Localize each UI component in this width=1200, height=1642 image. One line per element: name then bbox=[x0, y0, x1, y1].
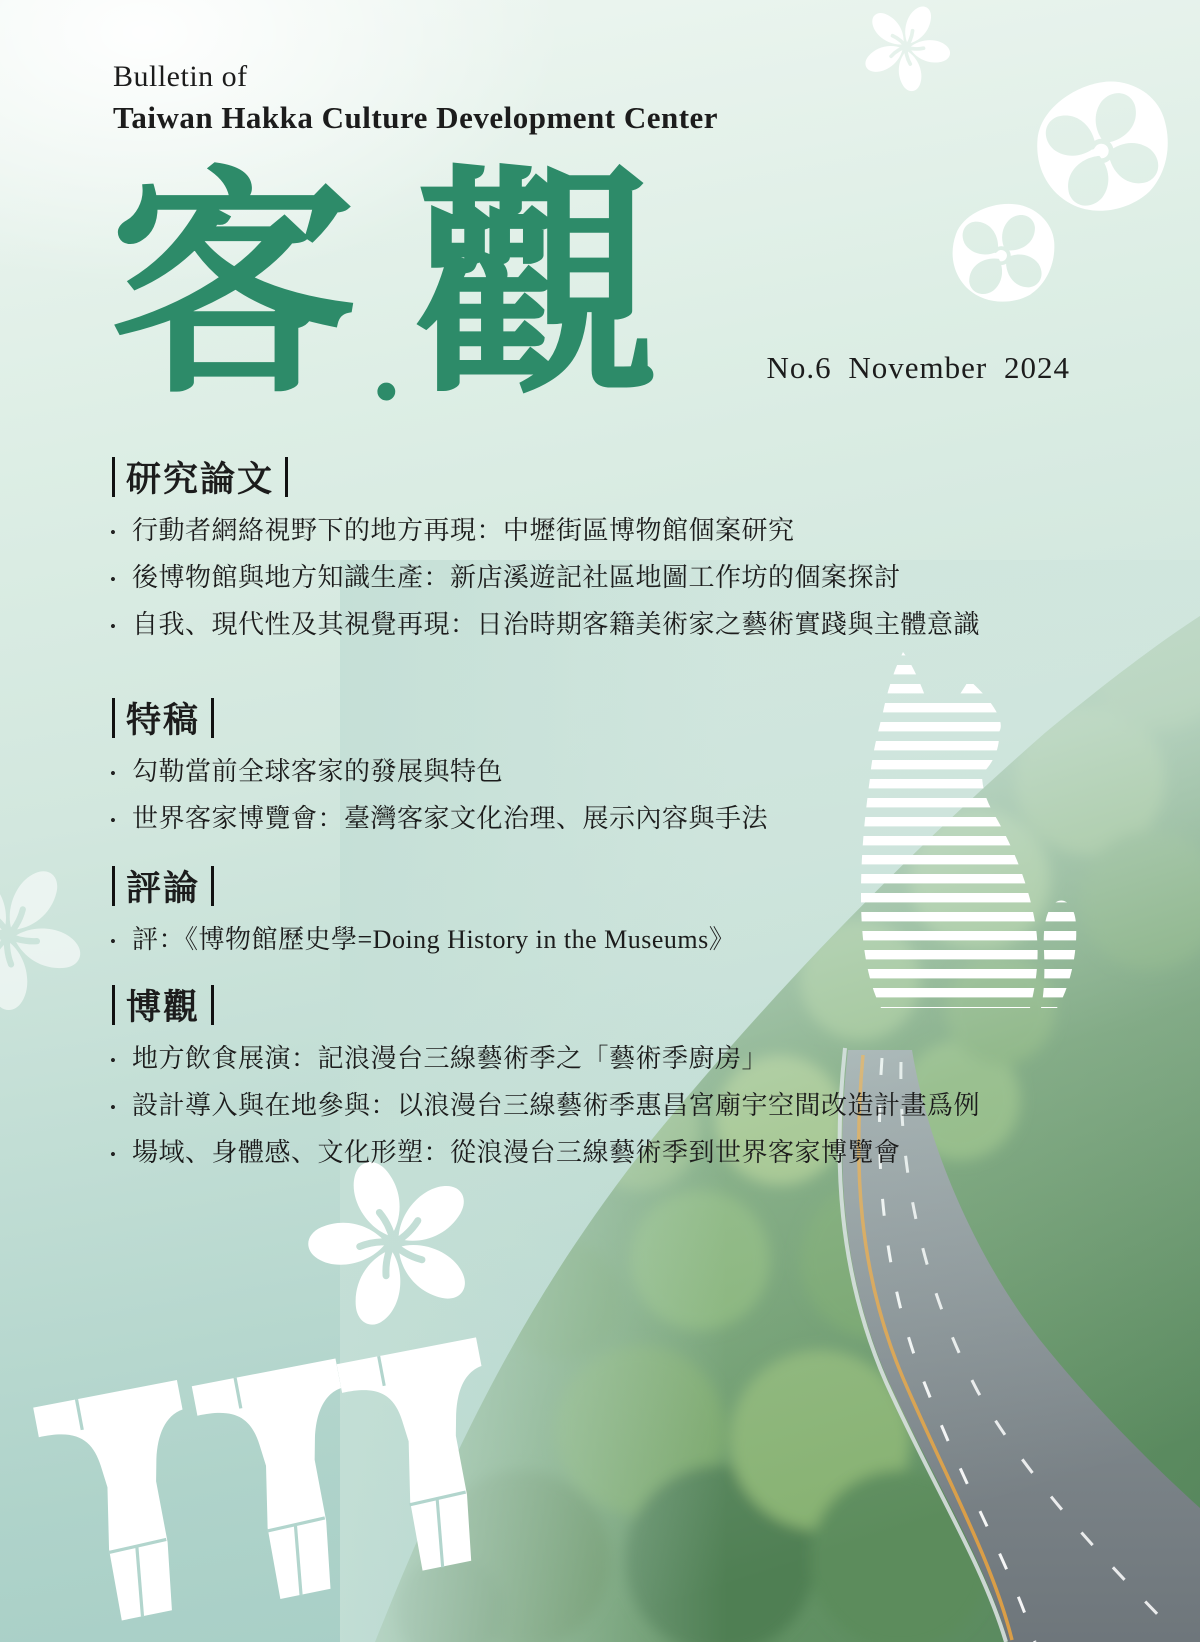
title-char-2: 觀 bbox=[412, 155, 660, 423]
blob-flower-icon bbox=[1037, 81, 1168, 210]
section-heading: 研究論文 bbox=[110, 455, 1030, 499]
toc-item: • 評：《博物館歷史學=Doing History in the Museums》 bbox=[110, 925, 736, 954]
heading-bar bbox=[112, 457, 115, 497]
toc-item: • 設計導入與在地參與：以浪漫台三線藝術季惠昌宮廟宇空間改造計畫爲例 bbox=[110, 1091, 981, 1120]
toc-item: • 自我、現代性及其視覺再現：日治時期客籍美術家之藝術實踐與主體意識 bbox=[110, 610, 981, 639]
toc-item: • 地方飲食展演：記浪漫台三線藝術季之「藝術季廚房」 bbox=[110, 1044, 769, 1073]
issue-line: No.6 November 2024 bbox=[766, 350, 1070, 385]
heading-bar bbox=[112, 985, 115, 1025]
toc-item: • 勾勒當前全球客家的發展與特色 bbox=[110, 757, 504, 786]
toc-section-research bbox=[110, 455, 1030, 648]
toc-item: • 後博物館與地方知識生產：新店溪遊記社區地圖工作坊的個案探討 bbox=[110, 563, 901, 592]
heading-bar bbox=[211, 866, 214, 906]
tung-blossom-icon bbox=[0, 839, 103, 1031]
blob-flower-icon bbox=[942, 192, 1064, 313]
table-of-contents bbox=[110, 455, 1030, 1176]
toc-section-review bbox=[110, 864, 1030, 963]
section-heading: 評論 bbox=[110, 864, 1030, 908]
heading-bar bbox=[112, 866, 115, 906]
toc-section-bogan bbox=[110, 983, 1030, 1176]
heading-bar bbox=[285, 457, 288, 497]
section-heading: 博觀 bbox=[110, 983, 1030, 1027]
toc-item: • 行動者網絡視野下的地方再現：中壢街區博物館個案研究 bbox=[110, 516, 795, 545]
title-char-1: 客 bbox=[109, 155, 357, 423]
bulletin-of-label: Bulletin of bbox=[113, 60, 248, 93]
toc-section-special bbox=[110, 696, 1030, 842]
heading-bar bbox=[112, 698, 115, 738]
tung-blossom-icon bbox=[845, 0, 967, 106]
heading-bar bbox=[211, 698, 214, 738]
title-dot: · bbox=[368, 330, 405, 452]
magazine-title bbox=[109, 155, 660, 452]
section-heading: 特稿 bbox=[110, 696, 1030, 740]
toc-item: • 世界客家博覽會：臺灣客家文化治理、展示內容與手法 bbox=[110, 804, 769, 833]
publisher-name: Taiwan Hakka Culture Development Center bbox=[113, 100, 719, 135]
heading-bar bbox=[211, 985, 214, 1025]
toc-item: • 場域、身體感、文化形塑：從浪漫台三線藝術季到世界客家博覽會 bbox=[110, 1138, 901, 1167]
